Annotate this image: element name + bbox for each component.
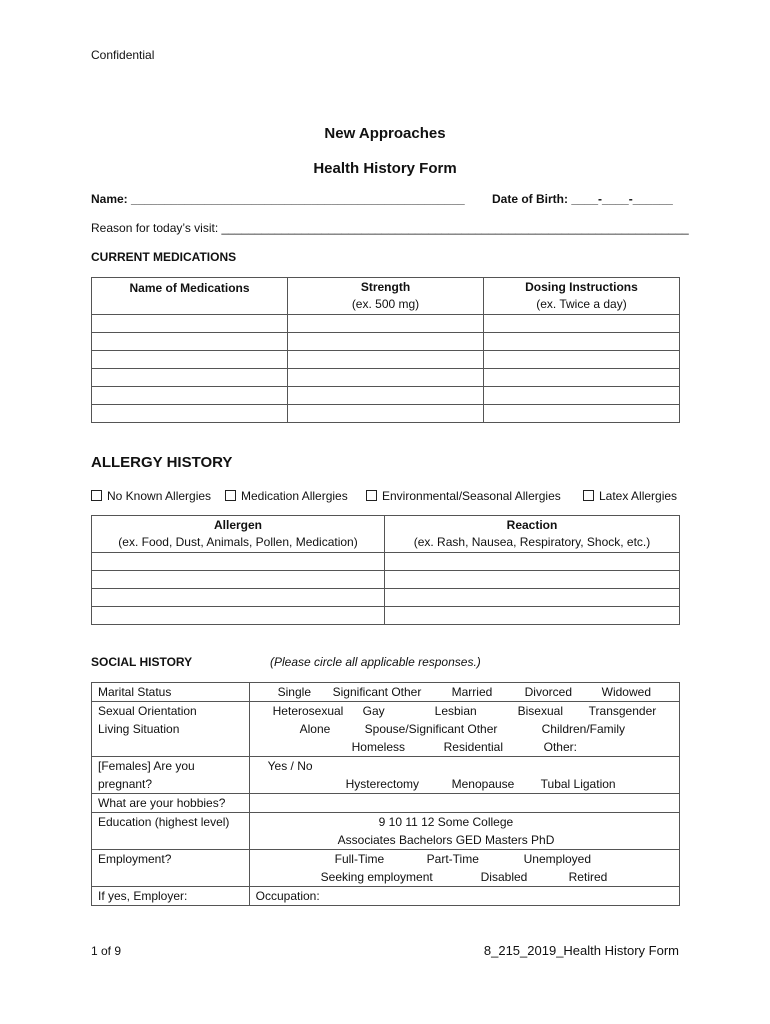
employment-options: Full-Time Part-Time Unemployed Seeking employment Disabled Retired <box>249 850 679 887</box>
marital-options: Single Significant Other Married Divorced Widowed <box>249 683 679 702</box>
employment-label: Employment? <box>92 850 250 887</box>
marital-label: Marital Status <box>92 683 250 702</box>
table-row <box>92 607 680 625</box>
name-field[interactable]: Name: __________________________________________________ <box>91 192 465 206</box>
allergy-table <box>91 515 680 625</box>
pregnant-label: [Females] Are you pregnant? <box>92 757 250 794</box>
employer-label: If yes, Employer: <box>92 887 250 906</box>
checkbox-icon[interactable] <box>366 490 377 501</box>
table-row <box>92 351 680 369</box>
checkbox-icon[interactable] <box>225 490 236 501</box>
education-options: 9 10 11 12 Some College Associates Bachelors GED Masters PhD <box>249 813 679 850</box>
allergy-option-medication[interactable]: Medication Allergies <box>225 489 348 503</box>
med-col-strength: Strength (ex. 500 mg) <box>288 278 484 315</box>
allergy-col-reaction: Reaction (ex. Rash, Nausea, Respiratory, Shock, etc.) <box>385 516 680 553</box>
table-row <box>92 315 680 333</box>
hobbies-label: What are your hobbies? <box>92 794 250 813</box>
orientation-label: Sexual Orientation Living Situation <box>92 702 250 757</box>
orientation-living-options: Heterosexual Gay Lesbian Bisexual Transgender Alone Spouse/Significant Other Children/Family Homeless Residential Other: <box>249 702 679 757</box>
table-row <box>92 553 680 571</box>
social-note: (Please circle all applicable responses.) <box>270 655 481 669</box>
table-row <box>92 571 680 589</box>
page-number: 1 of 9 <box>91 944 122 958</box>
checkbox-icon[interactable] <box>91 490 102 501</box>
confidential-label: Confidential <box>91 48 155 62</box>
social-heading: SOCIAL HISTORY <box>91 655 193 669</box>
occupation-field[interactable]: Occupation: <box>249 887 679 906</box>
dob-field[interactable]: Date of Birth: ____-____-______ <box>492 192 673 206</box>
table-row <box>92 333 680 351</box>
education-label: Education (highest level) <box>92 813 250 850</box>
med-col-name: Name of Medications <box>92 278 288 315</box>
allergy-option-latex[interactable]: Latex Allergies <box>583 489 677 503</box>
table-row <box>92 387 680 405</box>
allergy-heading: ALLERGY HISTORY <box>91 454 233 471</box>
pregnant-options: Yes / No Hysterectomy Menopause Tubal Ligation <box>249 757 679 794</box>
med-col-dosing: Dosing Instructions (ex. Twice a day) <box>483 278 679 315</box>
table-row <box>92 369 680 387</box>
medications-heading: CURRENT MEDICATIONS <box>91 250 237 264</box>
document-name: 8_215_2019_Health History Form <box>483 943 679 958</box>
table-row <box>92 405 680 423</box>
allergy-option-none[interactable]: No Known Allergies <box>91 489 211 503</box>
allergy-option-environmental[interactable]: Environmental/Seasonal Allergies <box>366 489 561 503</box>
social-table <box>91 682 680 906</box>
reason-field[interactable]: Reason for today’s visit: ______________________________________________________________________ <box>91 221 689 235</box>
org-title: New Approaches <box>324 125 446 142</box>
medications-table <box>91 277 680 423</box>
hobbies-input[interactable] <box>249 794 679 813</box>
table-row <box>92 589 680 607</box>
form-title: Health History Form <box>313 160 457 177</box>
checkbox-icon[interactable] <box>583 490 594 501</box>
allergy-col-allergen: Allergen (ex. Food, Dust, Animals, Pollen, Medication) <box>92 516 385 553</box>
